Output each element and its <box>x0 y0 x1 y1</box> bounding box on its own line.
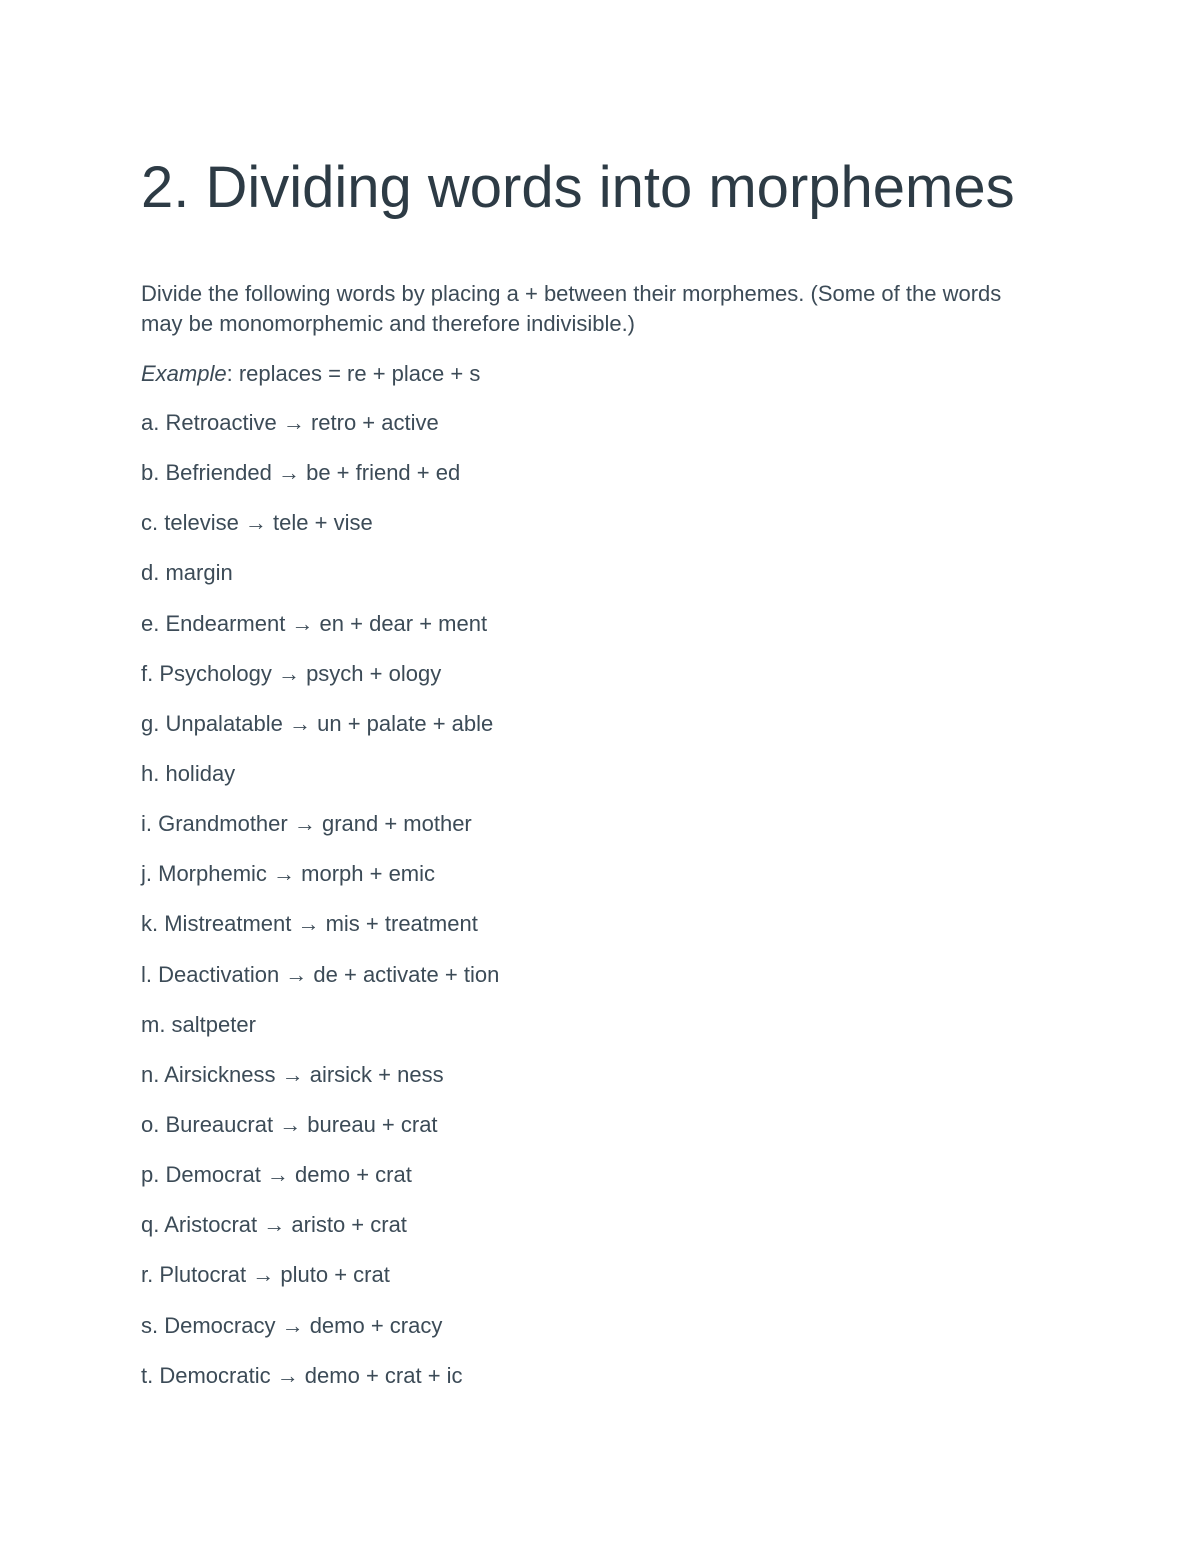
answer-item-k: k. Mistreatment → mis + treatment <box>141 911 478 937</box>
answer-item-m: m. saltpeter <box>141 1011 256 1037</box>
answer-item-t: t. Democratic → demo + crat + ic <box>141 1362 463 1388</box>
answer-item-h: h. holiday <box>141 760 236 786</box>
answer-item-r: r. Plutocrat → pluto + crat <box>141 1262 390 1288</box>
answer-item-j: j. Morphemic → morph + emic <box>141 861 436 887</box>
answer-list <box>141 408 499 1411</box>
example-line <box>141 359 480 389</box>
answer-item-b: b. Befriended → be + friend + ed <box>141 460 461 486</box>
page-title: 2. Dividing words into morphemes <box>141 155 1015 220</box>
answer-item-d: d. margin <box>141 560 233 586</box>
answer-item-g: g. Unpalatable → un + palate + able <box>141 710 494 736</box>
instructions-text: Divide the following words by placing a + between their morphemes. (Some of the words may be monomorphemic and therefore indivisible.) <box>141 281 1002 336</box>
answer-item-f: f. Psychology → psych + ology <box>141 660 442 686</box>
answer-item-p: p. Democrat → demo + crat <box>141 1162 412 1188</box>
answer-item-e: e. Endearment → en + dear + ment <box>141 610 488 636</box>
answer-item-q: q. Aristocrat → aristo + crat <box>141 1212 407 1238</box>
example-text: : replaces = re + place + s <box>226 361 481 386</box>
answer-item-s: s. Democracy → demo + cracy <box>141 1312 443 1338</box>
example-label: Example <box>141 361 227 386</box>
answer-item-l: l. Deactivation → de + activate + tion <box>141 961 500 987</box>
answer-item-i: i. Grandmother → grand + mother <box>141 811 472 837</box>
answer-item-o: o. Bureaucrat → bureau + crat <box>141 1111 438 1137</box>
answer-item-a: a. Retroactive → retro + active <box>141 410 439 435</box>
answer-item-n: n. Airsickness → airsick + ness <box>141 1061 444 1087</box>
answer-item-c: c. televise → tele + vise <box>141 510 373 536</box>
